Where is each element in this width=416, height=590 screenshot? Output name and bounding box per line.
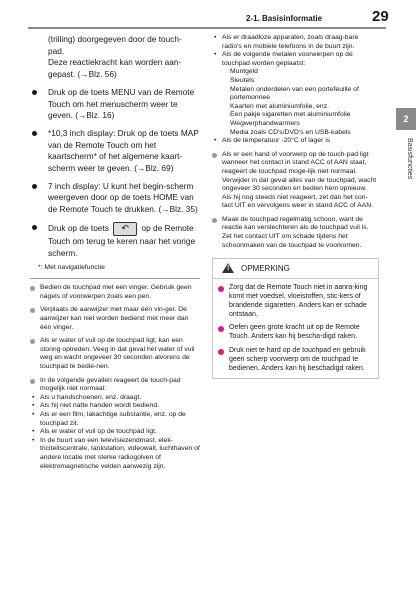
bullet-back-post: op de Remote Touch om terug te keren naar het vorige scherm. [48, 223, 196, 258]
metal-item: Metalen onderdelen van een portefeuille of portemonnee [230, 85, 359, 102]
condition-item: • In de buurt van een televisiezendmast, elek-triciteitscentrale, tankstation, videowall, luchthaven of andere locatie met sterke radiogolven of elektromagnetische velden aanwezig zijn. [30, 437, 200, 471]
note-water: Als er water of vuil op de touchpad ligt, kan een storing optreden. Veeg in dat geval het water of vuil weg en wacht ongeveer 30 seconden alvorens de touchpad te bedie-nen. [30, 337, 200, 371]
metal-item: Muntgeld [230, 68, 258, 76]
condition-item: • Als de volgende metalen voorwerpen op de touchpad worden geplaatst: [212, 51, 377, 68]
metal-item: Sleutels [230, 76, 255, 84]
note-hand-on-pad: Als er een hand of voorwerp op de touch-pad ligt wanneer het contact in stand ACC of AAN staat, reageert de touchpad moge-lijk niet normaal. Verwijder in dat geval alles van de touchpad, wacht ongeveer 30 seconden en bedien hem opnieuw. Als hij nog steeds niet reageert, zet dan het con-tact UIT en vervolgens weer in stand ACC of AAN. [212, 151, 377, 211]
intro-line: gepast. (→Blz. 56) [48, 69, 117, 80]
chapter-label: Basisfuncties [406, 138, 413, 180]
note-one-finger: Verplaats de aanwijzer met maar één vin-ger. De aanwijzer kan niet worden bediend met meer dan één vinger. [30, 306, 200, 332]
condition-item: • Als er een film, lakachtige substantie, enz. op de touchpad zit. [30, 411, 200, 428]
bullet-back-pre: Druk op de toets [48, 223, 109, 234]
condition-item: • Als de temperatuur -20°C of lager is [212, 137, 377, 146]
caution-item: Zorg dat de Remote Touch niet in aanra-king komt met voedsel, vloeistoffen, stic-kers of brandende sigaretten. Anders kan er schade ontstaan. [213, 284, 378, 319]
header-section: 2-1. Basisinformatie [246, 14, 323, 23]
metal-item: Wegwerphandwarmers [230, 119, 300, 127]
note-conditions: In de volgende gevallen reageert de touch-pad mogelijk niet normaal: [30, 377, 200, 394]
note-cleaning: Maak de touchpad regelmatig schoon, want de reactie kan verslechteren als de touchpad vuil is. Zet het contact UIT om schade tijdens het schoonmaken van de touchpad te voorkomen. [212, 216, 377, 250]
condition-item: • Als u handschoenen, enz. draagt. [30, 394, 200, 403]
page-number: 29 [372, 8, 389, 25]
caution-box [212, 258, 379, 379]
back-arrow-icon: ↶ [113, 222, 137, 236]
bullet-back [30, 222, 200, 259]
chapter-tab: 2 [396, 108, 416, 130]
warning-icon: ! [222, 263, 234, 273]
bullet-menu: Druk op de toets MENU van de Remote Touch om het menuscherm weer te geven. (→Blz. 16) [30, 87, 200, 122]
caution-header [213, 259, 378, 279]
divider [30, 278, 200, 279]
metal-item: Media zoals CD's/DVD's en USB-kabels [230, 128, 351, 136]
metal-item: Kaarten met aluminiumfolie, enz. [230, 102, 329, 110]
left-column [30, 34, 200, 471]
intro-line: (trilling) doorgegeven door de touch- [48, 34, 182, 44]
condition-item: • Als er draadloze apparaten, zoals draag-bare radio's en mobiele telefoons in de buurt zijn. [212, 34, 377, 51]
condition-item: • Als er water of vuil op de touchpad ligt. [30, 428, 200, 437]
bullet-home: 7 inch display: U kunt het begin-scherm weergeven door op de toets HOME van de Remote Touch te drukken. (→Blz. 35) [30, 181, 200, 216]
metal-item: Een pakje sigaretten met aluminiumfolie [230, 111, 351, 119]
caution-item: Oefen geen grote kracht uit op de Remote Touch. Anders kan hij bescha-digd raken. [213, 324, 378, 342]
caution-item: Druk niet te hard op de touchpad en gebruik geen scherp voorwerp om de touchpad te bedienen. Anders kan hij beschadigd raken. [213, 347, 378, 373]
header-rule [28, 27, 386, 29]
intro-line: Deze reactiekracht kan worden aan- [48, 57, 182, 68]
intro-line: pad. [48, 45, 65, 56]
bullet-map: *10,3 inch display: Druk op de toets MAP van de Remote Touch om het kaartscherm* of het algemene kaart-scherm weer te geven. (→Blz. 69) [30, 128, 200, 175]
condition-item: • Als hij niet natte handen wordt bediend. [30, 402, 200, 411]
note-finger: Bedien de touchpad met een vinger. Gebruik geen nagels of voorwerpen zoals een pen. [30, 284, 200, 301]
caution-title: OPMERKING [241, 264, 290, 274]
footnote: *: Met navigatiefunctie [38, 264, 105, 272]
right-column [212, 34, 377, 379]
